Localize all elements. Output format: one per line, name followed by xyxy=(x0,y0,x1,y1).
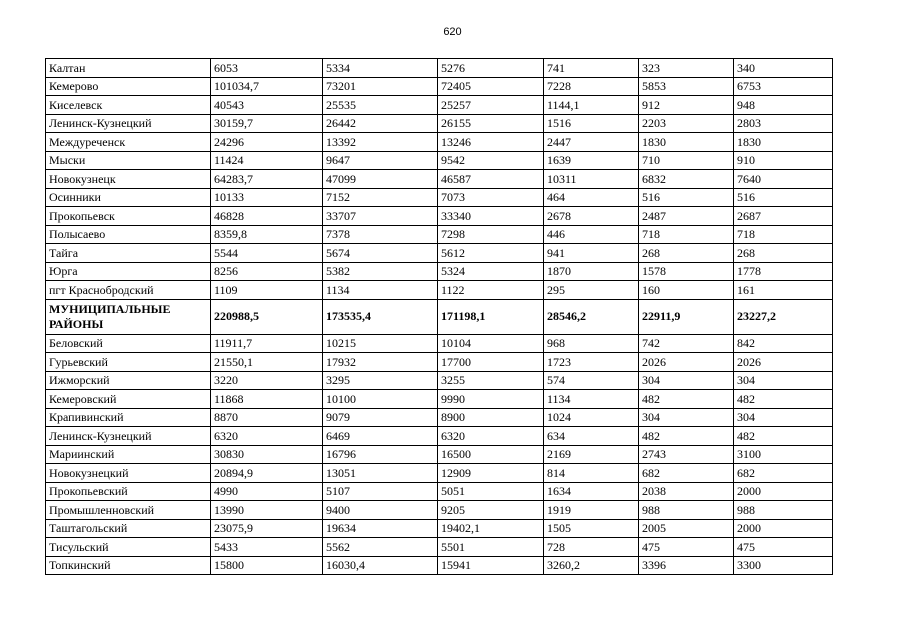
value-cell: 5612 xyxy=(438,244,544,263)
value-cell: 1109 xyxy=(211,281,323,300)
value-cell: 10100 xyxy=(323,390,438,409)
value-cell: 718 xyxy=(734,225,833,244)
value-cell: 8359,8 xyxy=(211,225,323,244)
row-name-cell: Ижморский xyxy=(46,371,211,390)
row-name-cell: Тайга xyxy=(46,244,211,263)
value-cell: 5382 xyxy=(323,262,438,281)
value-cell: 5674 xyxy=(323,244,438,263)
value-cell: 304 xyxy=(734,408,833,427)
table-row xyxy=(46,133,833,152)
table-row xyxy=(46,225,833,244)
value-cell: 8870 xyxy=(211,408,323,427)
value-cell: 72405 xyxy=(438,77,544,96)
value-cell: 46587 xyxy=(438,170,544,189)
value-cell: 2487 xyxy=(639,207,734,226)
value-cell: 3396 xyxy=(639,556,734,575)
value-cell: 5107 xyxy=(323,482,438,501)
value-cell: 11911,7 xyxy=(211,334,323,353)
row-name-cell: Киселевск xyxy=(46,96,211,115)
value-cell: 9647 xyxy=(323,151,438,170)
value-cell: 2203 xyxy=(639,114,734,133)
row-name-cell: Промышленновский xyxy=(46,501,211,520)
value-cell: 1578 xyxy=(639,262,734,281)
value-cell: 6469 xyxy=(323,427,438,446)
value-cell: 5853 xyxy=(639,77,734,96)
value-cell: 475 xyxy=(734,538,833,557)
table-row xyxy=(46,114,833,133)
value-cell: 446 xyxy=(544,225,639,244)
value-cell: 9205 xyxy=(438,501,544,520)
value-cell: 11424 xyxy=(211,151,323,170)
value-cell: 968 xyxy=(544,334,639,353)
value-cell: 842 xyxy=(734,334,833,353)
value-cell: 64283,7 xyxy=(211,170,323,189)
value-cell: 5433 xyxy=(211,538,323,557)
value-cell: 475 xyxy=(639,538,734,557)
value-cell: 304 xyxy=(639,408,734,427)
value-cell: 7640 xyxy=(734,170,833,189)
table-row xyxy=(46,445,833,464)
value-cell: 634 xyxy=(544,427,639,446)
value-cell: 7298 xyxy=(438,225,544,244)
table-row xyxy=(46,262,833,281)
value-cell: 1122 xyxy=(438,281,544,300)
value-cell: 718 xyxy=(639,225,734,244)
table-row xyxy=(46,519,833,538)
value-cell: 4990 xyxy=(211,482,323,501)
value-cell: 2678 xyxy=(544,207,639,226)
value-cell: 3300 xyxy=(734,556,833,575)
value-cell: 2000 xyxy=(734,482,833,501)
value-cell: 28546,2 xyxy=(544,299,639,334)
table-row xyxy=(46,170,833,189)
value-cell: 304 xyxy=(639,371,734,390)
value-cell: 1634 xyxy=(544,482,639,501)
value-cell: 2169 xyxy=(544,445,639,464)
value-cell: 988 xyxy=(639,501,734,520)
value-cell: 33707 xyxy=(323,207,438,226)
value-cell: 26442 xyxy=(323,114,438,133)
value-cell: 8900 xyxy=(438,408,544,427)
value-cell: 101034,7 xyxy=(211,77,323,96)
value-cell: 516 xyxy=(639,188,734,207)
value-cell: 1505 xyxy=(544,519,639,538)
value-cell: 1723 xyxy=(544,353,639,372)
value-cell: 742 xyxy=(639,334,734,353)
table-row xyxy=(46,59,833,78)
value-cell: 340 xyxy=(734,59,833,78)
value-cell: 173535,4 xyxy=(323,299,438,334)
value-cell: 7228 xyxy=(544,77,639,96)
value-cell: 482 xyxy=(734,390,833,409)
value-cell: 25257 xyxy=(438,96,544,115)
table-row xyxy=(46,538,833,557)
value-cell: 5276 xyxy=(438,59,544,78)
value-cell: 323 xyxy=(639,59,734,78)
value-cell: 21550,1 xyxy=(211,353,323,372)
value-cell: 3255 xyxy=(438,371,544,390)
row-name-cell: Осинники xyxy=(46,188,211,207)
row-name-cell: Крапивинский xyxy=(46,408,211,427)
value-cell: 6320 xyxy=(438,427,544,446)
table-row xyxy=(46,334,833,353)
value-cell: 10104 xyxy=(438,334,544,353)
value-cell: 5324 xyxy=(438,262,544,281)
value-cell: 3260,2 xyxy=(544,556,639,575)
value-cell: 17932 xyxy=(323,353,438,372)
table-row xyxy=(46,408,833,427)
value-cell: 8256 xyxy=(211,262,323,281)
value-cell: 814 xyxy=(544,464,639,483)
value-cell: 2743 xyxy=(639,445,734,464)
table-row xyxy=(46,244,833,263)
value-cell: 30159,7 xyxy=(211,114,323,133)
value-cell: 40543 xyxy=(211,96,323,115)
table-body xyxy=(46,59,833,575)
value-cell: 988 xyxy=(734,501,833,520)
table-row xyxy=(46,281,833,300)
value-cell: 682 xyxy=(734,464,833,483)
row-name-cell: Новокузнецкий xyxy=(46,464,211,483)
row-name-cell: Междуреченск xyxy=(46,133,211,152)
row-name-cell: Ленинск-Кузнецкий xyxy=(46,114,211,133)
value-cell: 482 xyxy=(639,427,734,446)
value-cell: 13051 xyxy=(323,464,438,483)
value-cell: 15800 xyxy=(211,556,323,575)
value-cell: 2447 xyxy=(544,133,639,152)
value-cell: 682 xyxy=(639,464,734,483)
table-row xyxy=(46,207,833,226)
value-cell: 1830 xyxy=(639,133,734,152)
value-cell: 910 xyxy=(734,151,833,170)
table-row xyxy=(46,371,833,390)
value-cell: 6753 xyxy=(734,77,833,96)
row-name-cell: Прокопьевский xyxy=(46,482,211,501)
table-row xyxy=(46,464,833,483)
value-cell: 948 xyxy=(734,96,833,115)
value-cell: 33340 xyxy=(438,207,544,226)
value-cell: 6320 xyxy=(211,427,323,446)
value-cell: 741 xyxy=(544,59,639,78)
value-cell: 220988,5 xyxy=(211,299,323,334)
value-cell: 464 xyxy=(544,188,639,207)
value-cell: 482 xyxy=(639,390,734,409)
table-row-total xyxy=(46,299,833,334)
row-name-cell: Беловский xyxy=(46,334,211,353)
row-name-cell: Кемерово xyxy=(46,77,211,96)
value-cell: 1134 xyxy=(544,390,639,409)
value-cell: 2038 xyxy=(639,482,734,501)
value-cell: 10133 xyxy=(211,188,323,207)
value-cell: 5501 xyxy=(438,538,544,557)
row-name-cell: Гурьевский xyxy=(46,353,211,372)
value-cell: 24296 xyxy=(211,133,323,152)
value-cell: 5562 xyxy=(323,538,438,557)
value-cell: 728 xyxy=(544,538,639,557)
row-name-cell: Калтан xyxy=(46,59,211,78)
value-cell: 1919 xyxy=(544,501,639,520)
value-cell: 12909 xyxy=(438,464,544,483)
value-cell: 161 xyxy=(734,281,833,300)
page-number: 620 xyxy=(443,26,462,38)
row-name-cell: МУНИЦИПАЛЬНЫЕ РАЙОНЫ xyxy=(46,299,211,334)
value-cell: 2005 xyxy=(639,519,734,538)
table-row xyxy=(46,96,833,115)
value-cell: 7073 xyxy=(438,188,544,207)
row-name-cell: Ленинск-Кузнецкий xyxy=(46,427,211,446)
table-row xyxy=(46,188,833,207)
value-cell: 13392 xyxy=(323,133,438,152)
table-row xyxy=(46,390,833,409)
row-name-cell: Кемеровский xyxy=(46,390,211,409)
value-cell: 13990 xyxy=(211,501,323,520)
value-cell: 73201 xyxy=(323,77,438,96)
value-cell: 10311 xyxy=(544,170,639,189)
row-name-cell: Топкинский xyxy=(46,556,211,575)
table-row xyxy=(46,501,833,520)
table-row xyxy=(46,151,833,170)
value-cell: 10215 xyxy=(323,334,438,353)
value-cell: 912 xyxy=(639,96,734,115)
value-cell: 1870 xyxy=(544,262,639,281)
value-cell: 17700 xyxy=(438,353,544,372)
row-name-cell: Мариинский xyxy=(46,445,211,464)
value-cell: 3100 xyxy=(734,445,833,464)
row-name-cell: пгт Краснобродский xyxy=(46,281,211,300)
value-cell: 171198,1 xyxy=(438,299,544,334)
value-cell: 2000 xyxy=(734,519,833,538)
value-cell: 304 xyxy=(734,371,833,390)
value-cell: 22911,9 xyxy=(639,299,734,334)
value-cell: 7152 xyxy=(323,188,438,207)
value-cell: 15941 xyxy=(438,556,544,575)
value-cell: 5334 xyxy=(323,59,438,78)
value-cell: 9400 xyxy=(323,501,438,520)
value-cell: 11868 xyxy=(211,390,323,409)
value-cell: 23227,2 xyxy=(734,299,833,334)
row-name-cell: Новокузнецк xyxy=(46,170,211,189)
value-cell: 1516 xyxy=(544,114,639,133)
value-cell: 268 xyxy=(734,244,833,263)
value-cell: 25535 xyxy=(323,96,438,115)
value-cell: 2026 xyxy=(639,353,734,372)
value-cell: 941 xyxy=(544,244,639,263)
value-cell: 3295 xyxy=(323,371,438,390)
row-name-cell: Мыски xyxy=(46,151,211,170)
value-cell: 16796 xyxy=(323,445,438,464)
data-table xyxy=(45,58,833,575)
value-cell: 1134 xyxy=(323,281,438,300)
value-cell: 1778 xyxy=(734,262,833,281)
value-cell: 19634 xyxy=(323,519,438,538)
value-cell: 13246 xyxy=(438,133,544,152)
value-cell: 2026 xyxy=(734,353,833,372)
value-cell: 1639 xyxy=(544,151,639,170)
row-name-cell: Тисульский xyxy=(46,538,211,557)
value-cell: 16030,4 xyxy=(323,556,438,575)
value-cell: 710 xyxy=(639,151,734,170)
value-cell: 2687 xyxy=(734,207,833,226)
table-row xyxy=(46,353,833,372)
value-cell: 574 xyxy=(544,371,639,390)
value-cell: 2803 xyxy=(734,114,833,133)
value-cell: 9079 xyxy=(323,408,438,427)
value-cell: 482 xyxy=(734,427,833,446)
value-cell: 9542 xyxy=(438,151,544,170)
row-name-cell: Прокопьевск xyxy=(46,207,211,226)
value-cell: 268 xyxy=(639,244,734,263)
value-cell: 1830 xyxy=(734,133,833,152)
value-cell: 6053 xyxy=(211,59,323,78)
value-cell: 1144,1 xyxy=(544,96,639,115)
table-row xyxy=(46,556,833,575)
value-cell: 19402,1 xyxy=(438,519,544,538)
table-row xyxy=(46,482,833,501)
value-cell: 26155 xyxy=(438,114,544,133)
value-cell: 3220 xyxy=(211,371,323,390)
value-cell: 30830 xyxy=(211,445,323,464)
value-cell: 5544 xyxy=(211,244,323,263)
value-cell: 20894,9 xyxy=(211,464,323,483)
value-cell: 23075,9 xyxy=(211,519,323,538)
value-cell: 160 xyxy=(639,281,734,300)
table-row xyxy=(46,427,833,446)
row-name-cell: Полысаево xyxy=(46,225,211,244)
value-cell: 295 xyxy=(544,281,639,300)
row-name-cell: Таштагольский xyxy=(46,519,211,538)
value-cell: 46828 xyxy=(211,207,323,226)
value-cell: 1024 xyxy=(544,408,639,427)
value-cell: 7378 xyxy=(323,225,438,244)
value-cell: 5051 xyxy=(438,482,544,501)
table-row xyxy=(46,77,833,96)
value-cell: 9990 xyxy=(438,390,544,409)
value-cell: 6832 xyxy=(639,170,734,189)
value-cell: 16500 xyxy=(438,445,544,464)
value-cell: 516 xyxy=(734,188,833,207)
value-cell: 47099 xyxy=(323,170,438,189)
row-name-cell: Юрга xyxy=(46,262,211,281)
